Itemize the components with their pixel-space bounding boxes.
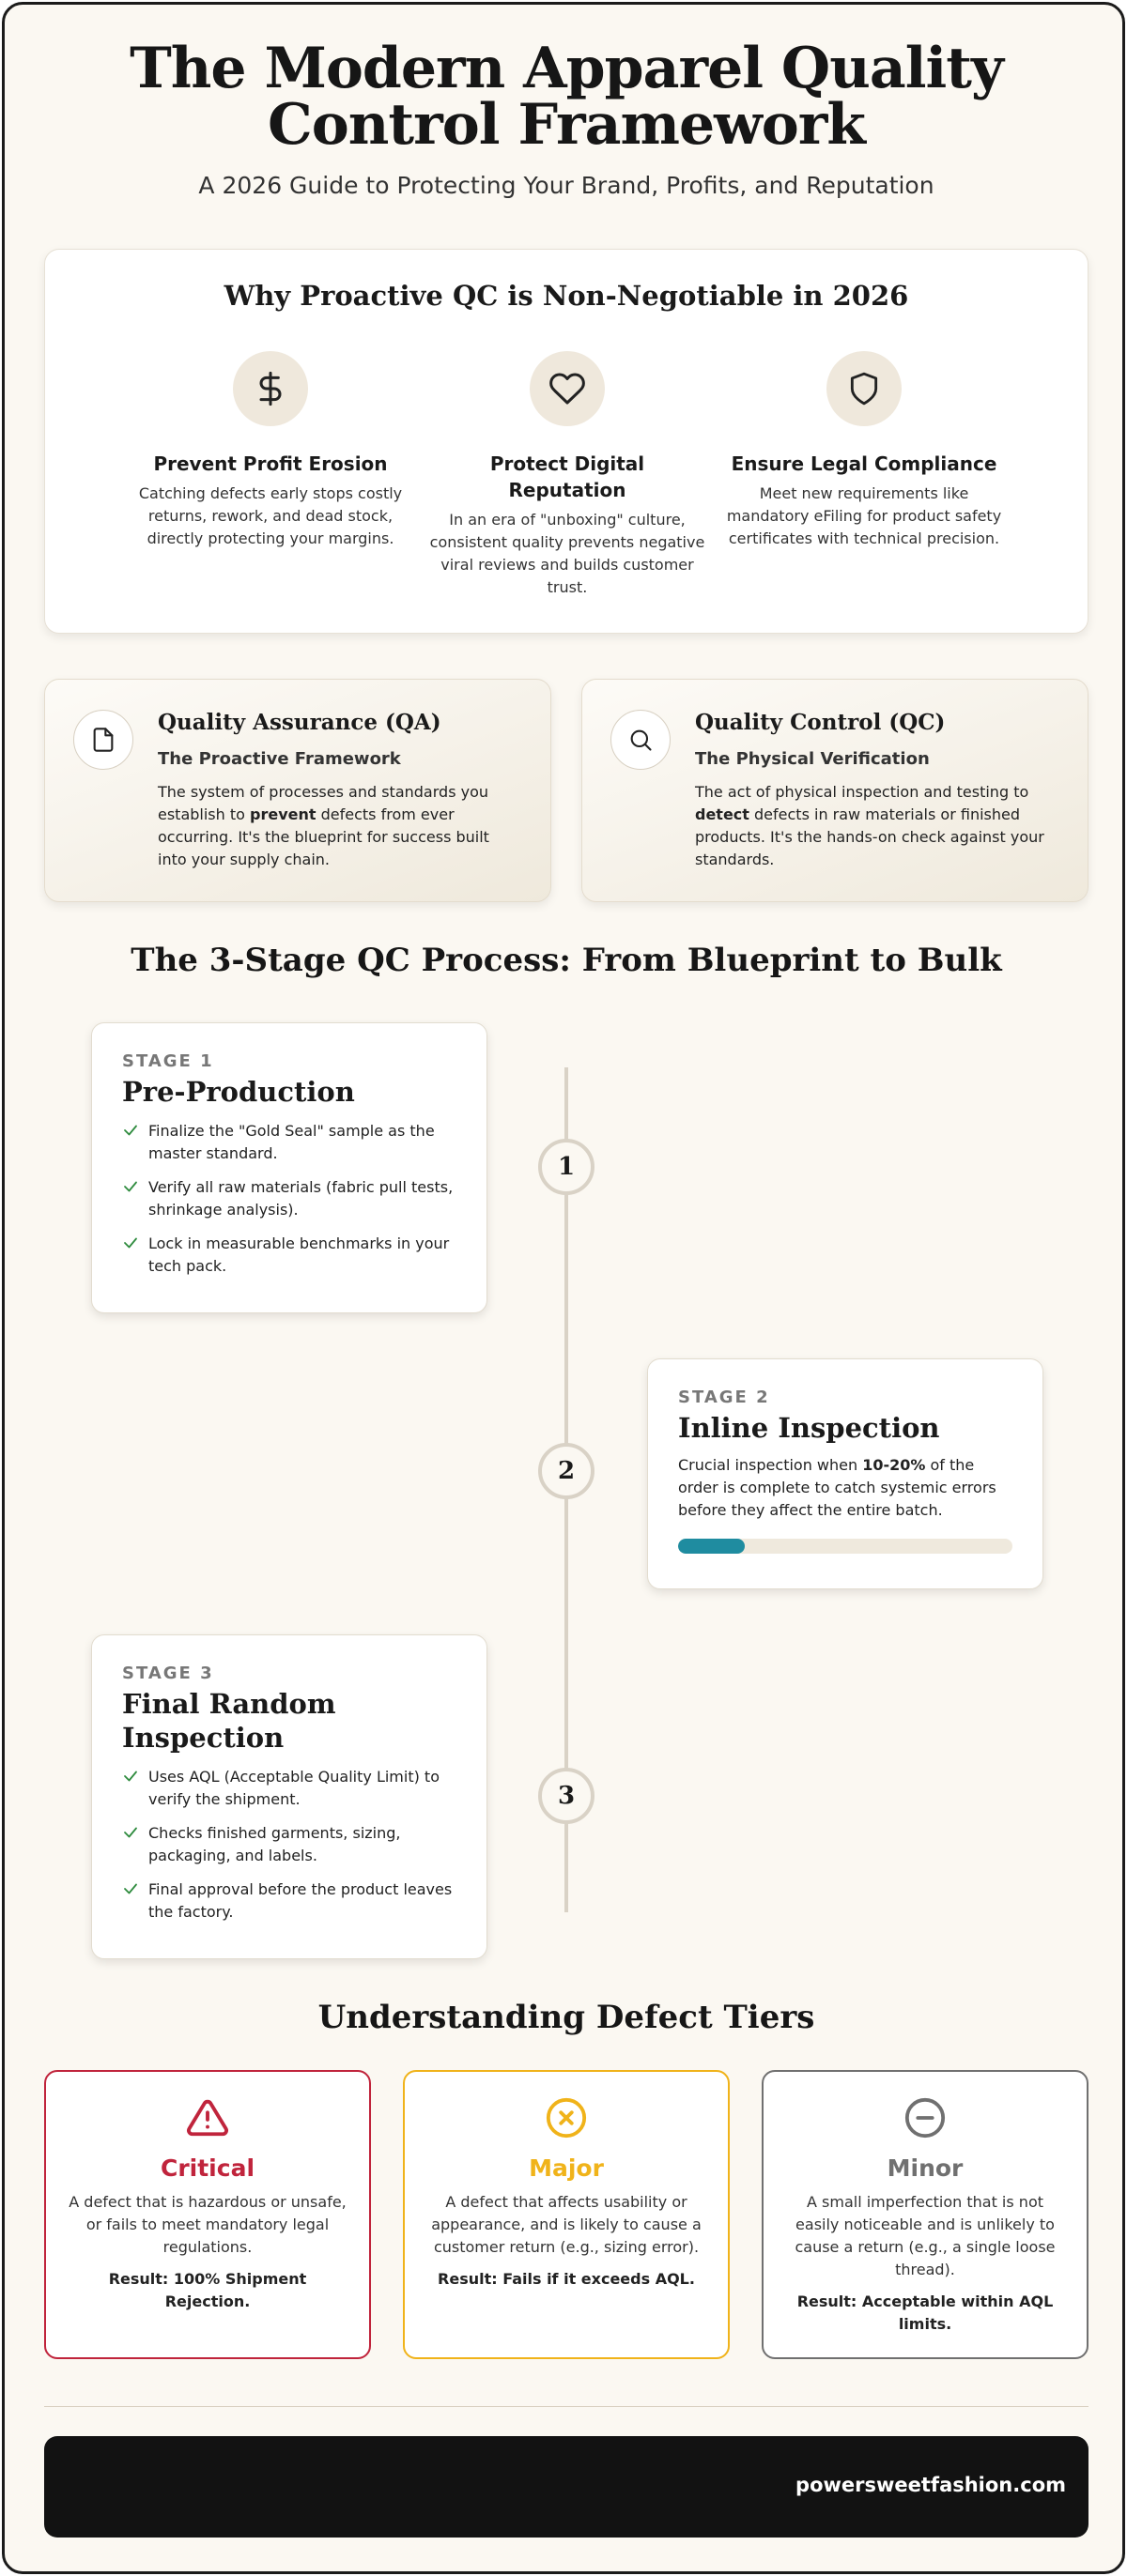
stage-description: Crucial inspection when 10-20% of the order is complete to catch systemic errors before they affect the entire batch. [678, 1456, 996, 1519]
checklist-item: Checks finished garments, sizing, packaging, and labels. [122, 1822, 456, 1867]
shield-icon [826, 351, 902, 426]
benefit-profit [111, 351, 430, 550]
tier-result: Result: Acceptable within AQL limits. [796, 2292, 1054, 2333]
warning-icon [67, 2096, 348, 2143]
check-icon [122, 1120, 148, 1165]
check-icon [122, 1176, 148, 1221]
timeline-node-3: 3 [538, 1768, 594, 1824]
progress-fill [678, 1539, 745, 1554]
stage-name: Pre-Production [122, 1076, 355, 1108]
page-title: The Modern Apparel Quality Control Framework [130, 36, 1003, 158]
document-icon [73, 710, 133, 770]
qc-description: The act of physical inspection and testing to detect defects in raw materials or finished products. It's the hands-on check against your standards. [695, 783, 1044, 868]
timeline-node-2: 2 [538, 1443, 594, 1499]
timeline-node-1: 1 [538, 1139, 594, 1195]
tier-name: Minor [887, 2154, 964, 2182]
inline-progress-bar [678, 1539, 1012, 1554]
checklist-item: Uses AQL (Acceptable Quality Limit) to verify the shipment. [122, 1766, 456, 1811]
qc-card [581, 679, 1088, 902]
benefit-title: Ensure Legal Compliance [731, 452, 997, 475]
qa-subtitle: The Proactive Framework [158, 749, 401, 769]
page-subtitle: A 2026 Guide to Protecting Your Brand, Profits, and Reputation [198, 172, 934, 199]
checklist-item: Final approval before the product leaves the factory. [122, 1878, 456, 1924]
why-proactive-card [44, 249, 1088, 634]
tier-card-minor [762, 2070, 1088, 2359]
qc-title: Quality Control (QC) [695, 710, 946, 735]
checklist-item: Lock in measurable benchmarks in your tech pack. [122, 1233, 456, 1278]
website-link[interactable]: powersweetfashion.com [795, 2474, 1066, 2496]
qa-description: The system of processes and standards you establish to prevent defects from ever occurring. It's the blueprint for success built into your supply chain. [158, 783, 489, 868]
check-icon [122, 1878, 148, 1924]
stage-name: Inline Inspection [678, 1412, 940, 1444]
benefit-reputation [408, 351, 727, 599]
benefit-compliance [704, 351, 1024, 550]
tier-card-major [403, 2070, 730, 2359]
stage-card-pre-production [91, 1022, 487, 1313]
checklist-item: Verify all raw materials (fabric pull tests, shrinkage analysis). [122, 1176, 456, 1221]
heart-icon [530, 351, 605, 426]
dollar-icon [233, 351, 308, 426]
process-title: The 3-Stage QC Process: From Blueprint to Bulk [131, 942, 1002, 979]
stage-card-final-inspection [91, 1634, 487, 1959]
footer-divider [44, 2406, 1088, 2407]
benefit-desc: In an era of "unboxing" culture, consistent quality prevents negative viral reviews and builds customer trust. [429, 511, 705, 596]
defect-tiers-title: Understanding Defect Tiers [317, 1999, 815, 2036]
why-title: Why Proactive QC is Non-Negotiable in 2026 [224, 280, 909, 312]
qa-card [44, 679, 551, 902]
tier-description: A defect that is hazardous or unsafe, or fails to meet mandatory legal regulations. [69, 2193, 347, 2256]
tier-result: Result: Fails if it exceeds AQL. [438, 2270, 695, 2288]
footer-bar [44, 2436, 1088, 2538]
stage-checklist [122, 1766, 456, 1924]
stage-name: Final Random Inspection [122, 1688, 336, 1754]
benefit-title: Protect Digital Reputation [489, 452, 645, 501]
checklist-item: Finalize the "Gold Seal" sample as the master standard. [122, 1120, 456, 1165]
stage-label: STAGE 2 [678, 1388, 770, 1407]
tier-name: Critical [160, 2154, 255, 2182]
check-icon [122, 1233, 148, 1278]
tier-name: Major [529, 2154, 604, 2182]
check-icon [122, 1822, 148, 1867]
check-icon [122, 1766, 148, 1811]
benefit-title: Prevent Profit Erosion [153, 452, 388, 475]
qa-title: Quality Assurance (QA) [158, 710, 441, 735]
benefit-desc: Meet new requirements like mandatory eFiling for product safety certificates with technical precision. [726, 484, 1002, 547]
tier-card-critical [44, 2070, 371, 2359]
x-circle-icon [425, 2096, 707, 2143]
minus-circle-icon [784, 2096, 1066, 2143]
benefit-desc: Catching defects early stops costly returns, rework, and dead stock, directly protecting your margins. [138, 484, 403, 547]
tier-description: A defect that affects usability or appearance, and is likely to cause a customer return (e.g., sizing error). [431, 2193, 702, 2256]
search-icon [610, 710, 671, 770]
infographic-frame [2, 2, 1125, 2574]
stage-label: STAGE 3 [122, 1664, 214, 1683]
qc-subtitle: The Physical Verification [695, 749, 930, 769]
stage-card-inline-inspection [647, 1358, 1043, 1589]
stage-checklist [122, 1120, 456, 1278]
tier-result: Result: 100% Shipment Rejection. [108, 2270, 307, 2310]
tier-description: A small imperfection that is not easily noticeable and is unlikely to cause a return (e.g., a single loose thread). [795, 2193, 1056, 2278]
stage-label: STAGE 1 [122, 1051, 214, 1071]
